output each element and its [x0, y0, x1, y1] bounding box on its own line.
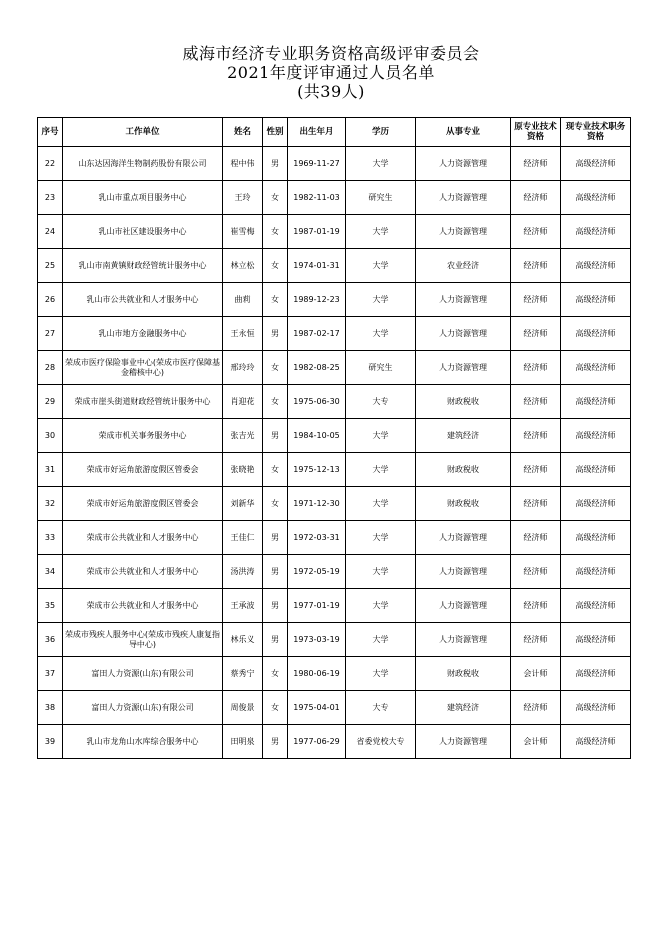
- cell-name: 邢玲玲: [223, 351, 263, 385]
- cell-work-unit: 荣成市公共就业和人才服务中心: [63, 589, 223, 623]
- cell-original-qualification: 经济师: [511, 147, 561, 181]
- cell-current-qualification: 高级经济师: [561, 453, 631, 487]
- table-row: [38, 623, 631, 657]
- cell-work-unit: 乳山市社区建设服务中心: [63, 215, 223, 249]
- cell-gender: 女: [263, 657, 288, 691]
- header-specialty: 从事专业: [416, 118, 511, 147]
- cell-education: 大学: [346, 555, 416, 589]
- cell-specialty: 财政税收: [416, 453, 511, 487]
- header-work-unit: 工作单位: [63, 118, 223, 147]
- cell-current-qualification: 高级经济师: [561, 385, 631, 419]
- cell-specialty: 人力资源管理: [416, 555, 511, 589]
- cell-current-qualification: 高级经济师: [561, 657, 631, 691]
- cell-work-unit: 荣成市机关事务服务中心: [63, 419, 223, 453]
- cell-original-qualification: 经济师: [511, 385, 561, 419]
- cell-name: 王承波: [223, 589, 263, 623]
- cell-original-qualification: 经济师: [511, 283, 561, 317]
- table-row: [38, 453, 631, 487]
- cell-specialty: 人力资源管理: [416, 147, 511, 181]
- cell-original-qualification: 经济师: [511, 215, 561, 249]
- cell-specialty: 人力资源管理: [416, 589, 511, 623]
- cell-specialty: 人力资源管理: [416, 181, 511, 215]
- cell-work-unit: 山东达因海洋生物制药股份有限公司: [63, 147, 223, 181]
- cell-education: 大学: [346, 589, 416, 623]
- cell-current-qualification: 高级经济师: [561, 249, 631, 283]
- cell-current-qualification: 高级经济师: [561, 181, 631, 215]
- header-birth-date: 出生年月: [288, 118, 346, 147]
- table-row: [38, 317, 631, 351]
- table-row: [38, 521, 631, 555]
- cell-index: 36: [38, 623, 63, 657]
- cell-gender: 男: [263, 147, 288, 181]
- cell-name: 肖迎花: [223, 385, 263, 419]
- cell-gender: 女: [263, 249, 288, 283]
- cell-education: 研究生: [346, 181, 416, 215]
- table-row: [38, 147, 631, 181]
- cell-original-qualification: 经济师: [511, 453, 561, 487]
- cell-work-unit: 乳山市龙角山水库综合服务中心: [63, 725, 223, 759]
- cell-name: 林乐义: [223, 623, 263, 657]
- cell-gender: 男: [263, 555, 288, 589]
- cell-name: 田明泉: [223, 725, 263, 759]
- cell-name: 王佳仁: [223, 521, 263, 555]
- cell-specialty: 农业经济: [416, 249, 511, 283]
- cell-index: 24: [38, 215, 63, 249]
- cell-gender: 女: [263, 215, 288, 249]
- table-row: [38, 283, 631, 317]
- cell-education: 大学: [346, 283, 416, 317]
- cell-work-unit: 乳山市地方金融服务中心: [63, 317, 223, 351]
- cell-name: 曲莉: [223, 283, 263, 317]
- cell-birth-date: 1974-01-31: [288, 249, 346, 283]
- table-body: [38, 147, 631, 759]
- cell-current-qualification: 高级经济师: [561, 283, 631, 317]
- title-line-3: (共39人): [297, 82, 365, 101]
- cell-name: 周俊景: [223, 691, 263, 725]
- cell-specialty: 人力资源管理: [416, 521, 511, 555]
- cell-gender: 女: [263, 487, 288, 521]
- cell-work-unit: 荣成市好运角旅游度假区管委会: [63, 487, 223, 521]
- cell-gender: 女: [263, 691, 288, 725]
- cell-education: 大学: [346, 419, 416, 453]
- table-row: [38, 555, 631, 589]
- table-row: [38, 589, 631, 623]
- cell-birth-date: 1975-06-30: [288, 385, 346, 419]
- cell-gender: 男: [263, 521, 288, 555]
- cell-work-unit: 乳山市重点项目服务中心: [63, 181, 223, 215]
- cell-birth-date: 1975-04-01: [288, 691, 346, 725]
- cell-specialty: 人力资源管理: [416, 317, 511, 351]
- cell-education: 大学: [346, 623, 416, 657]
- table-row: [38, 351, 631, 385]
- cell-education: 大学: [346, 249, 416, 283]
- cell-gender: 女: [263, 453, 288, 487]
- cell-index: 34: [38, 555, 63, 589]
- cell-birth-date: 1977-06-29: [288, 725, 346, 759]
- cell-work-unit: 荣成市公共就业和人才服务中心: [63, 555, 223, 589]
- cell-original-qualification: 会计师: [511, 657, 561, 691]
- cell-name: 张吉光: [223, 419, 263, 453]
- personnel-table: [37, 117, 631, 759]
- cell-current-qualification: 高级经济师: [561, 555, 631, 589]
- cell-index: 32: [38, 487, 63, 521]
- cell-birth-date: 1987-01-19: [288, 215, 346, 249]
- cell-work-unit: 乳山市公共就业和人才服务中心: [63, 283, 223, 317]
- cell-work-unit: 富田人力资源(山东)有限公司: [63, 657, 223, 691]
- cell-birth-date: 1975-12-13: [288, 453, 346, 487]
- cell-original-qualification: 会计师: [511, 725, 561, 759]
- cell-original-qualification: 经济师: [511, 181, 561, 215]
- table-header-row: [38, 118, 631, 147]
- cell-education: 大学: [346, 215, 416, 249]
- cell-education: 大学: [346, 521, 416, 555]
- cell-specialty: 财政税收: [416, 487, 511, 521]
- cell-index: 33: [38, 521, 63, 555]
- cell-birth-date: 1987-02-17: [288, 317, 346, 351]
- title-line-1: 威海市经济专业职务资格高级评审委员会: [182, 44, 480, 63]
- cell-specialty: 人力资源管理: [416, 623, 511, 657]
- cell-name: 王玲: [223, 181, 263, 215]
- cell-original-qualification: 经济师: [511, 249, 561, 283]
- cell-birth-date: 1971-12-30: [288, 487, 346, 521]
- cell-index: 28: [38, 351, 63, 385]
- cell-birth-date: 1972-03-31: [288, 521, 346, 555]
- cell-birth-date: 1984-10-05: [288, 419, 346, 453]
- cell-work-unit: 乳山市南黄镇财政经管统计服务中心: [63, 249, 223, 283]
- cell-education: 大专: [346, 385, 416, 419]
- cell-education: 大学: [346, 317, 416, 351]
- cell-specialty: 建筑经济: [416, 691, 511, 725]
- cell-gender: 女: [263, 283, 288, 317]
- table-row: [38, 181, 631, 215]
- cell-current-qualification: 高级经济师: [561, 147, 631, 181]
- cell-specialty: 人力资源管理: [416, 351, 511, 385]
- table-row: [38, 657, 631, 691]
- header-current-qualification: 现专业技术职务资格: [561, 118, 631, 147]
- cell-specialty: 财政税收: [416, 657, 511, 691]
- cell-index: 27: [38, 317, 63, 351]
- cell-birth-date: 1972-05-19: [288, 555, 346, 589]
- header-index: 序号: [38, 118, 63, 147]
- cell-work-unit: 富田人力资源(山东)有限公司: [63, 691, 223, 725]
- cell-current-qualification: 高级经济师: [561, 419, 631, 453]
- cell-education: 大学: [346, 453, 416, 487]
- cell-name: 王永恒: [223, 317, 263, 351]
- header-education: 学历: [346, 118, 416, 147]
- table-row: [38, 249, 631, 283]
- cell-birth-date: 1973-03-19: [288, 623, 346, 657]
- cell-education: 大学: [346, 657, 416, 691]
- cell-current-qualification: 高级经济师: [561, 623, 631, 657]
- cell-gender: 女: [263, 181, 288, 215]
- cell-name: 蔡秀宁: [223, 657, 263, 691]
- cell-original-qualification: 经济师: [511, 317, 561, 351]
- header-original-qualification: 原专业技术资格: [511, 118, 561, 147]
- cell-gender: 女: [263, 351, 288, 385]
- cell-name: 崔雪梅: [223, 215, 263, 249]
- header-name: 姓名: [223, 118, 263, 147]
- cell-index: 38: [38, 691, 63, 725]
- table-row: [38, 691, 631, 725]
- cell-birth-date: 1989-12-23: [288, 283, 346, 317]
- cell-work-unit: 荣成市残疾人服务中心(荣成市残疾人康复指导中心): [63, 623, 223, 657]
- table-row: [38, 487, 631, 521]
- cell-index: 22: [38, 147, 63, 181]
- cell-name: 汤洪涛: [223, 555, 263, 589]
- cell-specialty: 人力资源管理: [416, 283, 511, 317]
- cell-birth-date: 1982-08-25: [288, 351, 346, 385]
- table-row: [38, 419, 631, 453]
- cell-gender: 男: [263, 317, 288, 351]
- cell-current-qualification: 高级经济师: [561, 725, 631, 759]
- cell-specialty: 人力资源管理: [416, 215, 511, 249]
- cell-index: 30: [38, 419, 63, 453]
- table-row: [38, 215, 631, 249]
- table-row: [38, 725, 631, 759]
- cell-name: 林立松: [223, 249, 263, 283]
- cell-education: 大专: [346, 691, 416, 725]
- cell-specialty: 人力资源管理: [416, 725, 511, 759]
- cell-original-qualification: 经济师: [511, 419, 561, 453]
- cell-original-qualification: 经济师: [511, 351, 561, 385]
- table-row: [38, 385, 631, 419]
- cell-index: 29: [38, 385, 63, 419]
- cell-index: 25: [38, 249, 63, 283]
- cell-work-unit: 荣成市崖头街道财政经管统计服务中心: [63, 385, 223, 419]
- cell-current-qualification: 高级经济师: [561, 521, 631, 555]
- cell-current-qualification: 高级经济师: [561, 487, 631, 521]
- cell-index: 31: [38, 453, 63, 487]
- cell-name: 刘新华: [223, 487, 263, 521]
- cell-work-unit: 荣成市好运角旅游度假区管委会: [63, 453, 223, 487]
- cell-specialty: 建筑经济: [416, 419, 511, 453]
- cell-index: 35: [38, 589, 63, 623]
- title-line-2: 2021年度评审通过人员名单: [227, 63, 435, 82]
- cell-current-qualification: 高级经济师: [561, 351, 631, 385]
- cell-gender: 男: [263, 623, 288, 657]
- cell-original-qualification: 经济师: [511, 589, 561, 623]
- cell-education: 研究生: [346, 351, 416, 385]
- cell-education: 省委党校大专: [346, 725, 416, 759]
- cell-original-qualification: 经济师: [511, 555, 561, 589]
- cell-work-unit: 荣成市医疗保险事业中心(荣成市医疗保障基金稽核中心): [63, 351, 223, 385]
- cell-index: 39: [38, 725, 63, 759]
- cell-gender: 男: [263, 419, 288, 453]
- cell-specialty: 财政税收: [416, 385, 511, 419]
- cell-index: 37: [38, 657, 63, 691]
- cell-birth-date: 1969-11-27: [288, 147, 346, 181]
- cell-index: 23: [38, 181, 63, 215]
- cell-current-qualification: 高级经济师: [561, 215, 631, 249]
- cell-education: 大学: [346, 147, 416, 181]
- cell-current-qualification: 高级经济师: [561, 691, 631, 725]
- cell-birth-date: 1977-01-19: [288, 589, 346, 623]
- cell-name: 张晓艳: [223, 453, 263, 487]
- cell-gender: 男: [263, 725, 288, 759]
- cell-current-qualification: 高级经济师: [561, 589, 631, 623]
- cell-birth-date: 1982-11-03: [288, 181, 346, 215]
- cell-education: 大学: [346, 487, 416, 521]
- cell-original-qualification: 经济师: [511, 623, 561, 657]
- document-title: [0, 44, 662, 101]
- cell-gender: 男: [263, 589, 288, 623]
- header-gender: 性别: [263, 118, 288, 147]
- cell-gender: 女: [263, 385, 288, 419]
- cell-original-qualification: 经济师: [511, 691, 561, 725]
- cell-original-qualification: 经济师: [511, 487, 561, 521]
- cell-work-unit: 荣成市公共就业和人才服务中心: [63, 521, 223, 555]
- cell-current-qualification: 高级经济师: [561, 317, 631, 351]
- cell-birth-date: 1980-06-19: [288, 657, 346, 691]
- cell-index: 26: [38, 283, 63, 317]
- cell-original-qualification: 经济师: [511, 521, 561, 555]
- cell-name: 程中伟: [223, 147, 263, 181]
